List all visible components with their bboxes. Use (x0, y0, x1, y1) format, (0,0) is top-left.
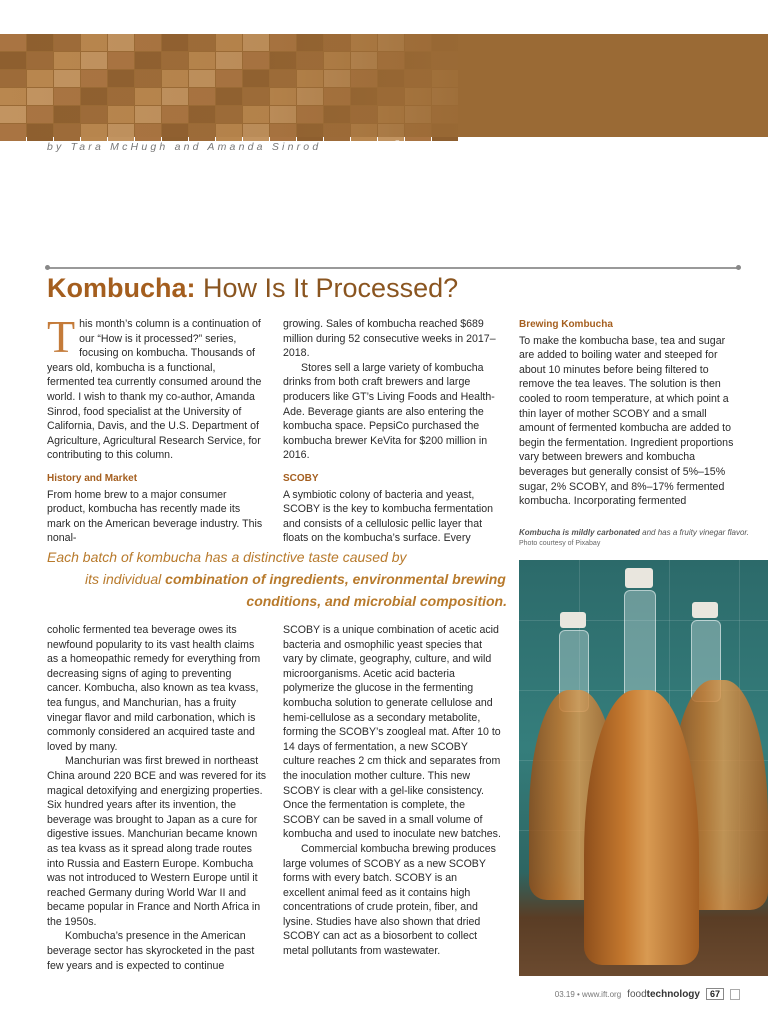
banner-fade (0, 34, 768, 137)
photo-caption (519, 527, 749, 549)
title-rule (47, 267, 739, 269)
kombucha-bottles-photo (519, 560, 768, 976)
drop-cap: T (47, 311, 76, 362)
column-1-bottom (47, 623, 267, 973)
page-footer (555, 988, 740, 1000)
logo-bold: technology (646, 988, 700, 1000)
brewing-paragraph: To make the kombucha base, tea and sugar are added to boiling water and steeped for about 10 minutes before being filtered to remove the tea leaves. The solution is then cooled to room temperature, at which point a thin layer of mother SCOBY and a small amount of fermented kombucha are added to begin the fermentation. Ingredient proportions vary between brewers and kombucha beverages but generally consist of 5%–15% sugar, 2% SCOBY, and 8%–17% fermented kombucha. Incorporating fermented (519, 334, 734, 508)
pull-quote-bold-2: conditions, and microbial composition. (246, 593, 507, 609)
pull-quote (47, 546, 507, 612)
caption-bold: Kombucha is mildly carbonated (519, 528, 640, 537)
magazine-logo (627, 989, 700, 1000)
caption-rest: and has a fruity vinegar flavor. (639, 528, 750, 537)
section-label: [ P R O C E S S I N G ] (394, 138, 740, 158)
heading-history: History and Market (47, 472, 138, 484)
page-number: 67 (706, 988, 724, 1000)
page-icon (730, 989, 740, 1000)
history-paragraph-cont: coholic fermented tea beverage owes its newfound popularity to its vast health claims as a homeopathic remedy for everything from decreasing signs of aging to preventing cancer. Kombucha, also known as tea kvass, tea fungus, and Manchurian, has a fruity vinegar flavor and mild carbonation, which is commonly considered an acquired taste and loved by many. (47, 624, 261, 753)
center-bottle-cap (625, 568, 653, 588)
market-presence-paragraph: Kombucha’s presence in the American beverage sector has skyrocketed in the past few years and is expected to continue (47, 930, 255, 972)
column-3-top (519, 309, 739, 509)
market-paragraph-1: growing. Sales of kombucha reached $689 million during 52 consecutive weeks in 2017–2018. (283, 318, 496, 360)
photo-credit: Photo courtesy of Pixabay (519, 540, 601, 547)
center-bottle (584, 690, 699, 965)
center-bottle-neck (624, 590, 656, 702)
manchurian-paragraph: Manchurian was first brewed in northeast China around 220 BCE and was revered for its magical detoxifying and energizing properties. Six hundred years after its invention, the beverage was brought to Japan as a cure for digestive issues. Manchurian became known as tea kvass as it spread along trade routes into Russia and Eastern Europe. Kombucha was not introduced to Western Europe until it reached Germany during World War II and became popular in France and North Africa in the 1950s. (47, 755, 267, 928)
pull-quote-line-2 (47, 568, 507, 590)
title-rest: How Is It Processed? (203, 273, 459, 303)
column-2-top (283, 317, 500, 546)
pull-quote-line-1: Each batch of kombucha has a distinctive taste caused by (47, 549, 407, 565)
market-paragraph-2: Stores sell a large variety of kombucha drinks from both craft brewers and large producers like GT’s Living Foods and Health-Ade. Beverage giants are also entering the kombucha space. PepsiCo purchased the kombucha brewer KeVita for $200 million in 2016. (283, 361, 495, 462)
pull-quote-plain: its individual (85, 571, 166, 587)
article-title (47, 273, 458, 303)
byline: by Tara McHugh and Amanda Sinrod (47, 141, 322, 153)
title-keyword: Kombucha: (47, 273, 196, 303)
commercial-brewing-paragraph: Commercial kombucha brewing produces large volumes of SCOBY as a new SCOBY forms with every batch. SCOBY is an excellent animal feed as it contains high concentrations of crude protein, fiber, and lysine. Studies have also shown that dried SCOBY can act as a biosorbent to collect metal pollutants from wastewater. (283, 842, 496, 958)
column-2-bottom (283, 623, 501, 959)
heading-brewing: Brewing Kombucha (519, 319, 613, 330)
column-1-top (47, 311, 265, 546)
logo-light: food (627, 988, 647, 1000)
left-bottle-cap (560, 612, 586, 628)
pull-quote-bold-1: combination of ingredients, environmental brewing (165, 571, 506, 587)
footer-date-url: 03.19 • www.ift.org (554, 989, 622, 999)
scoby-detail-paragraph: SCOBY is a unique combination of acetic acid bacteria and osmophilic yeast species that vary by climate, geography, culture, and wild microorganisms. Acetic acid bacteria polymerize the glucose in the fermenting kombucha solution to generate cellulose and hemi-cellulose as a secondary metabolite, forming the SCOBY’s zoogleal mat. After 10 to 14 days of fermentation, a new SCOBY culture reaches 2 cm thick and separates from the inoculation mother culture. This new SCOBY is clear with a gel-like consistency. Once the fermentation is complete, the SCOBY can be saved in a small volume of kombucha and used to inoculate new batches. (283, 624, 501, 841)
pull-quote-line-3 (47, 590, 507, 612)
scoby-paragraph: A symbiotic colony of bacteria and yeast, SCOBY is the key to kombucha fermentation and consists of a cellulosic pellic layer that floats on the kombucha’s surface. Every (283, 488, 494, 545)
heading-scoby: SCOBY (283, 472, 319, 484)
right-bottle-cap (692, 602, 718, 618)
intro-paragraph: his month’s column is a continuation of our “How is it processed?” series, focusing on kombucha. Thousands of years old, kombucha is a functional, fermented tea currently consumed around the world. I wish to thank my co-author, Amanda Sinrod, food specialist at the University of California, Davis, and the U.S. Department of Agriculture, Agricultural Research Service, for contributing to this column. (47, 318, 262, 462)
history-paragraph: From home brew to a major consumer product, kombucha has recently made its mark on the American beverage industry. This nonal- (47, 488, 263, 545)
